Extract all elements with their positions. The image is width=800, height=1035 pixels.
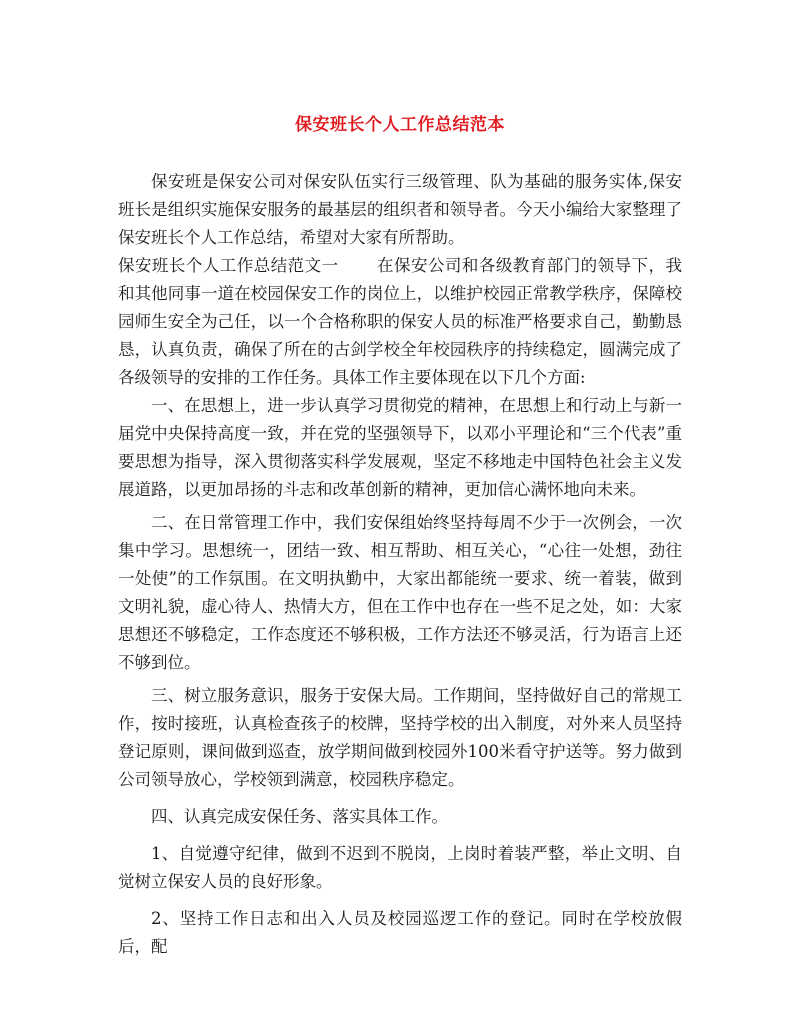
document-title: 保安班长个人工作总结范本 xyxy=(295,115,505,135)
section-heading: 保安班长个人工作总结范文一 xyxy=(118,256,339,275)
document-body xyxy=(118,168,682,961)
body-paragraph-2: 二、在日常管理工作中，我们安保组始终坚持每周不少于一次例会，一次集中学习。思想统一，团结一致、相互帮助、相互关心，“心往一处想，劲往一处使”的工作氛围。在文明执勤中，大家出都能统一要求、统一着装，做到文明礼貌，虚心待人、热情大方，但在工作中也存在一些不足之处，如：大家思想还不够稳定，工作态度还不够积极，工作方法还不够灵活，行为语言上还不够到位。 xyxy=(118,513,682,672)
section-lead: 在保安公司和各级教育部门的领导下，我和其他同事一道在校园保安工作的岗位上，以维护校园正常教学秩序，保障校园师生安全为己任，以一个合格称职的保安人员的标准严格要求自己，勤勤恳恳，认真负责，确保了所在的古剑学校全年校园秩序的持续稳定，圆满完成了各级领导的安排的工作任务。具体工作主要体现在以下几个方面: xyxy=(118,256,683,387)
intro-paragraph: 保安班是保安公司对保安队伍实行三级管理、队为基础的服务实体,保安班长是组织实施保安服务的最基层的组织者和领导者。今天小编给大家整理了保安班长个人工作总结，希望对大家有所帮助。 xyxy=(118,172,682,247)
body-paragraph-1: 一、在思想上，进一步认真学习贯彻党的精神，在思想上和行动上与新一届党中央保持高度一致，并在党的坚强领导下，以邓小平理论和“三个代表”重要思想为指导，深入贯彻落实科学发展观，坚定不移地走中国特色社会主义发展道路，以更加昂扬的斗志和改革创新的精神，更加信心满怀地向未来。 xyxy=(118,396,682,499)
body-paragraph-5: 1、自觉遵守纪律，做到不迟到不脱岗，上岗时着装严整，举止文明、自觉树立保安人员的良好形象。 xyxy=(118,844,682,891)
body-paragraph-4: 四、认真完成安保任务、落实具体工作。 xyxy=(151,807,448,826)
body-paragraph-6: 2、坚持工作日志和出入人员及校园巡逻工作的登记。同时在学校放假后，配 xyxy=(118,909,682,956)
body-paragraph-3: 三、树立服务意识，服务于安保大局。工作期间，坚持做好自己的常规工作，按时接班，认真检查孩子的校牌，坚持学校的出入制度，对外来人员坚持登记原则，课间做到巡查，放学期间做到校园外100米看守护送等。努力做到公司领导放心，学校领到满意，校园秩序稳定。 xyxy=(118,686,682,789)
section-paragraph xyxy=(118,252,682,392)
